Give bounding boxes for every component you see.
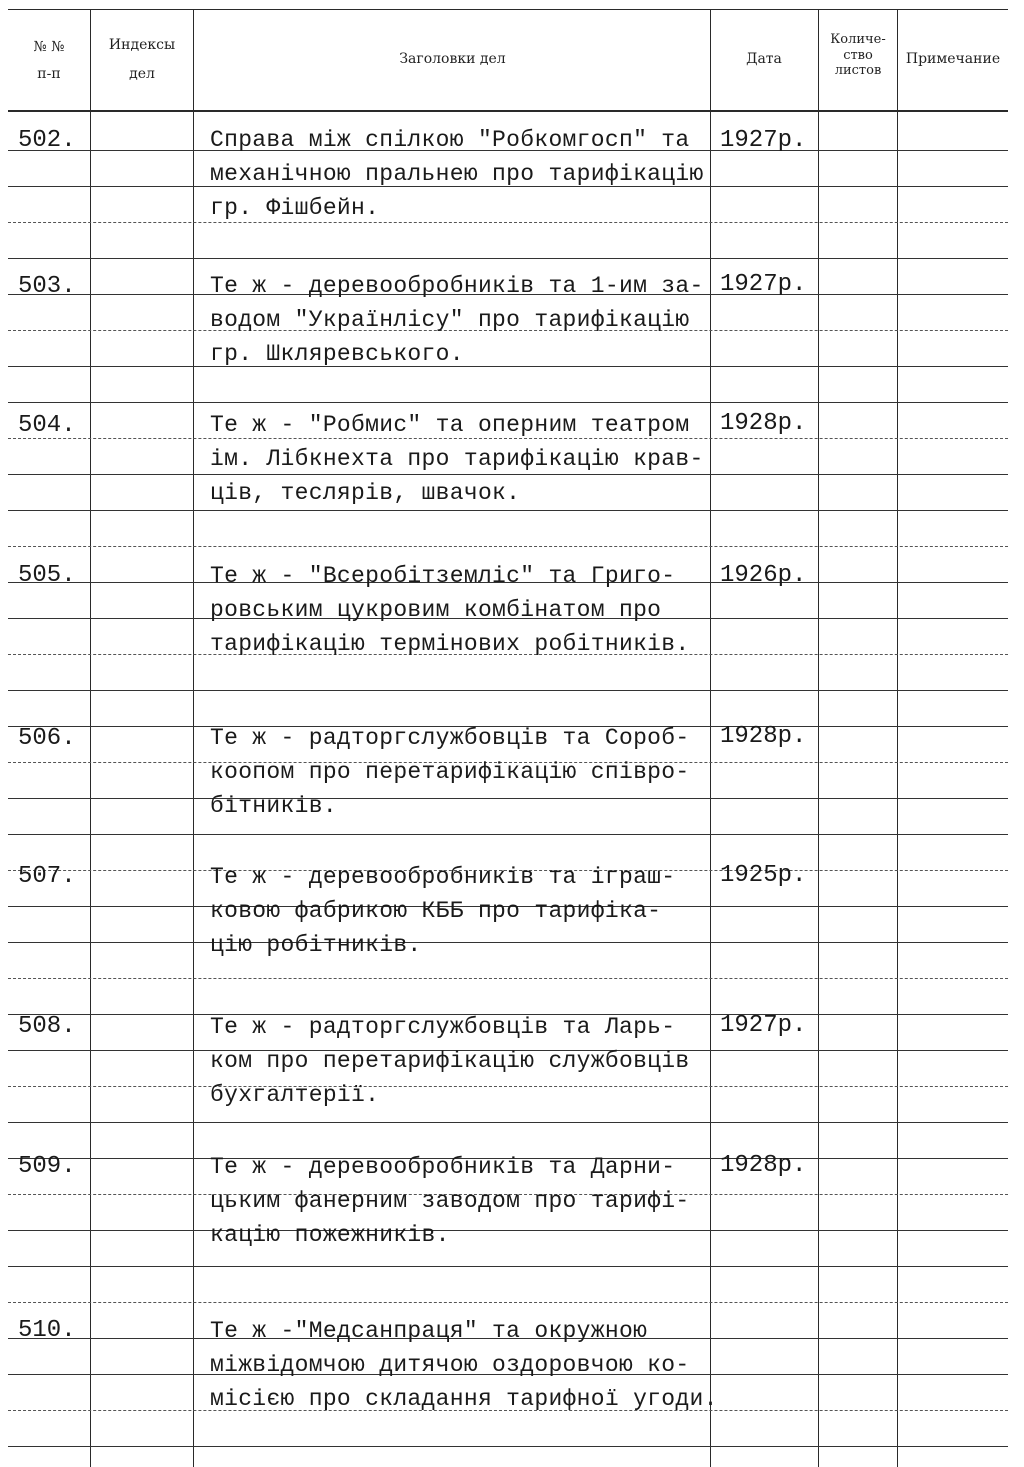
ruled-line — [8, 1230, 1008, 1231]
ruled-line — [8, 366, 1008, 367]
header-note: Примечание — [905, 51, 1001, 67]
col-sep-2 — [193, 9, 194, 1467]
header-num-line1: № № — [33, 39, 65, 55]
row-number: 507. — [18, 863, 76, 890]
header-bottom-border — [8, 110, 1008, 112]
row-title-line: Те ж - "Всеробітземліс" та Григо- — [210, 563, 676, 589]
ruled-line — [8, 1086, 1008, 1087]
row-date: 1927р. — [720, 127, 807, 154]
col-sep-3 — [710, 9, 711, 1467]
row-title-line: місією про складання тарифної угоди. — [210, 1386, 718, 1412]
row-title-line: механічною пральнею про тарифікацію — [210, 161, 704, 187]
row-title-line: ім. Лібкнехта про тарифікацію крав- — [210, 446, 704, 472]
row-title-line: Те ж - "Робмис" та оперним театром — [210, 412, 690, 438]
row-title-line: міжвідомчою дитячою оздоровчою ко- — [210, 1352, 690, 1378]
row-number: 502. — [18, 127, 76, 154]
row-title-line: ковою фабрикою КББ про тарифіка- — [210, 898, 662, 924]
row-title-line: Те ж - деревообробників та Дарни- — [210, 1154, 676, 1180]
row-number: 508. — [18, 1013, 76, 1040]
ruled-line — [8, 402, 1008, 403]
header-sheets-line3: листов — [834, 63, 882, 79]
row-number: 504. — [18, 412, 76, 439]
row-title-line: гр. Шкляревського. — [210, 341, 464, 367]
row-title-line: Те ж - радторгслужбовців та Ларь- — [210, 1014, 676, 1040]
row-number: 506. — [18, 725, 76, 752]
ruled-line — [8, 510, 1008, 511]
header-title: Заголовки дел — [399, 51, 506, 67]
row-title-line: кацію пожежників. — [210, 1222, 450, 1248]
header-sheets-line2: ство — [843, 47, 873, 63]
row-title-line: Те ж - радторгслужбовців та Сороб- — [210, 725, 690, 751]
ruled-line — [8, 258, 1008, 259]
row-number: 509. — [18, 1153, 76, 1180]
row-title-line: гр. Фішбейн. — [210, 195, 380, 221]
row-number: 503. — [18, 273, 76, 300]
header-num — [14, 38, 84, 84]
table-top-border — [8, 9, 1008, 10]
ruled-line — [8, 942, 1008, 943]
header-num-line2: п-п — [37, 65, 61, 82]
ruled-line — [8, 438, 1008, 439]
row-date: 1928р. — [720, 723, 807, 750]
row-title-line: Справа між спілкою "Робкомгосп" та — [210, 127, 690, 153]
row-number: 505. — [18, 562, 76, 589]
ruled-line — [8, 546, 1008, 547]
header-date: Дата — [746, 51, 782, 67]
row-title-line: ців, теслярів, швачок. — [210, 480, 521, 506]
row-title-line: ком про перетарифікацію службовців — [210, 1048, 690, 1074]
row-title-line: бітників. — [210, 793, 337, 819]
row-title-line: Те ж -"Медсанпраця" та окружною — [210, 1318, 648, 1344]
col-sep-5 — [897, 9, 898, 1467]
row-number: 510. — [18, 1317, 76, 1344]
row-date: 1925р. — [720, 862, 807, 889]
row-title-line: цьким фанерним заводом про тарифі- — [210, 1188, 690, 1214]
row-date: 1926р. — [720, 562, 807, 589]
ruled-line — [8, 1302, 1008, 1303]
row-title-line: бухгалтерії. — [210, 1082, 380, 1108]
row-title-line: Те ж - деревообробників та 1-им за- — [210, 273, 704, 299]
header-index-line2: дел — [129, 65, 155, 82]
row-date: 1927р. — [720, 1012, 807, 1039]
row-title-line: тарифікацію термінових робітників. — [210, 631, 690, 657]
ruled-line — [8, 798, 1008, 799]
ruled-line — [8, 834, 1008, 835]
row-date: 1928р. — [720, 1152, 807, 1179]
ruled-line — [8, 222, 1008, 223]
header-sheets-line1: Количе- — [830, 32, 886, 47]
ruled-line — [8, 978, 1008, 979]
ruled-line — [8, 1266, 1008, 1267]
header-sheets — [820, 32, 896, 79]
row-title-line: ровським цукровим комбінатом про — [210, 597, 662, 623]
ruled-line — [8, 690, 1008, 691]
row-title-line: водом "Українлісу" про тарифікацію — [210, 307, 690, 333]
header-index — [96, 36, 188, 84]
ruled-line — [8, 1446, 1008, 1447]
col-sep-1 — [90, 9, 91, 1467]
row-title-line: Те ж - деревообробників та іграш- — [210, 864, 676, 890]
row-date: 1927р. — [720, 271, 807, 298]
col-sep-4 — [818, 9, 819, 1467]
ruled-line — [8, 1122, 1008, 1123]
row-date: 1928р. — [720, 410, 807, 437]
row-title-line: коопом про перетарифікацію співро- — [210, 759, 690, 785]
row-title-line: цію робітників. — [210, 932, 422, 958]
header-index-line1: Индексы — [108, 37, 176, 53]
ruled-line — [8, 474, 1008, 475]
